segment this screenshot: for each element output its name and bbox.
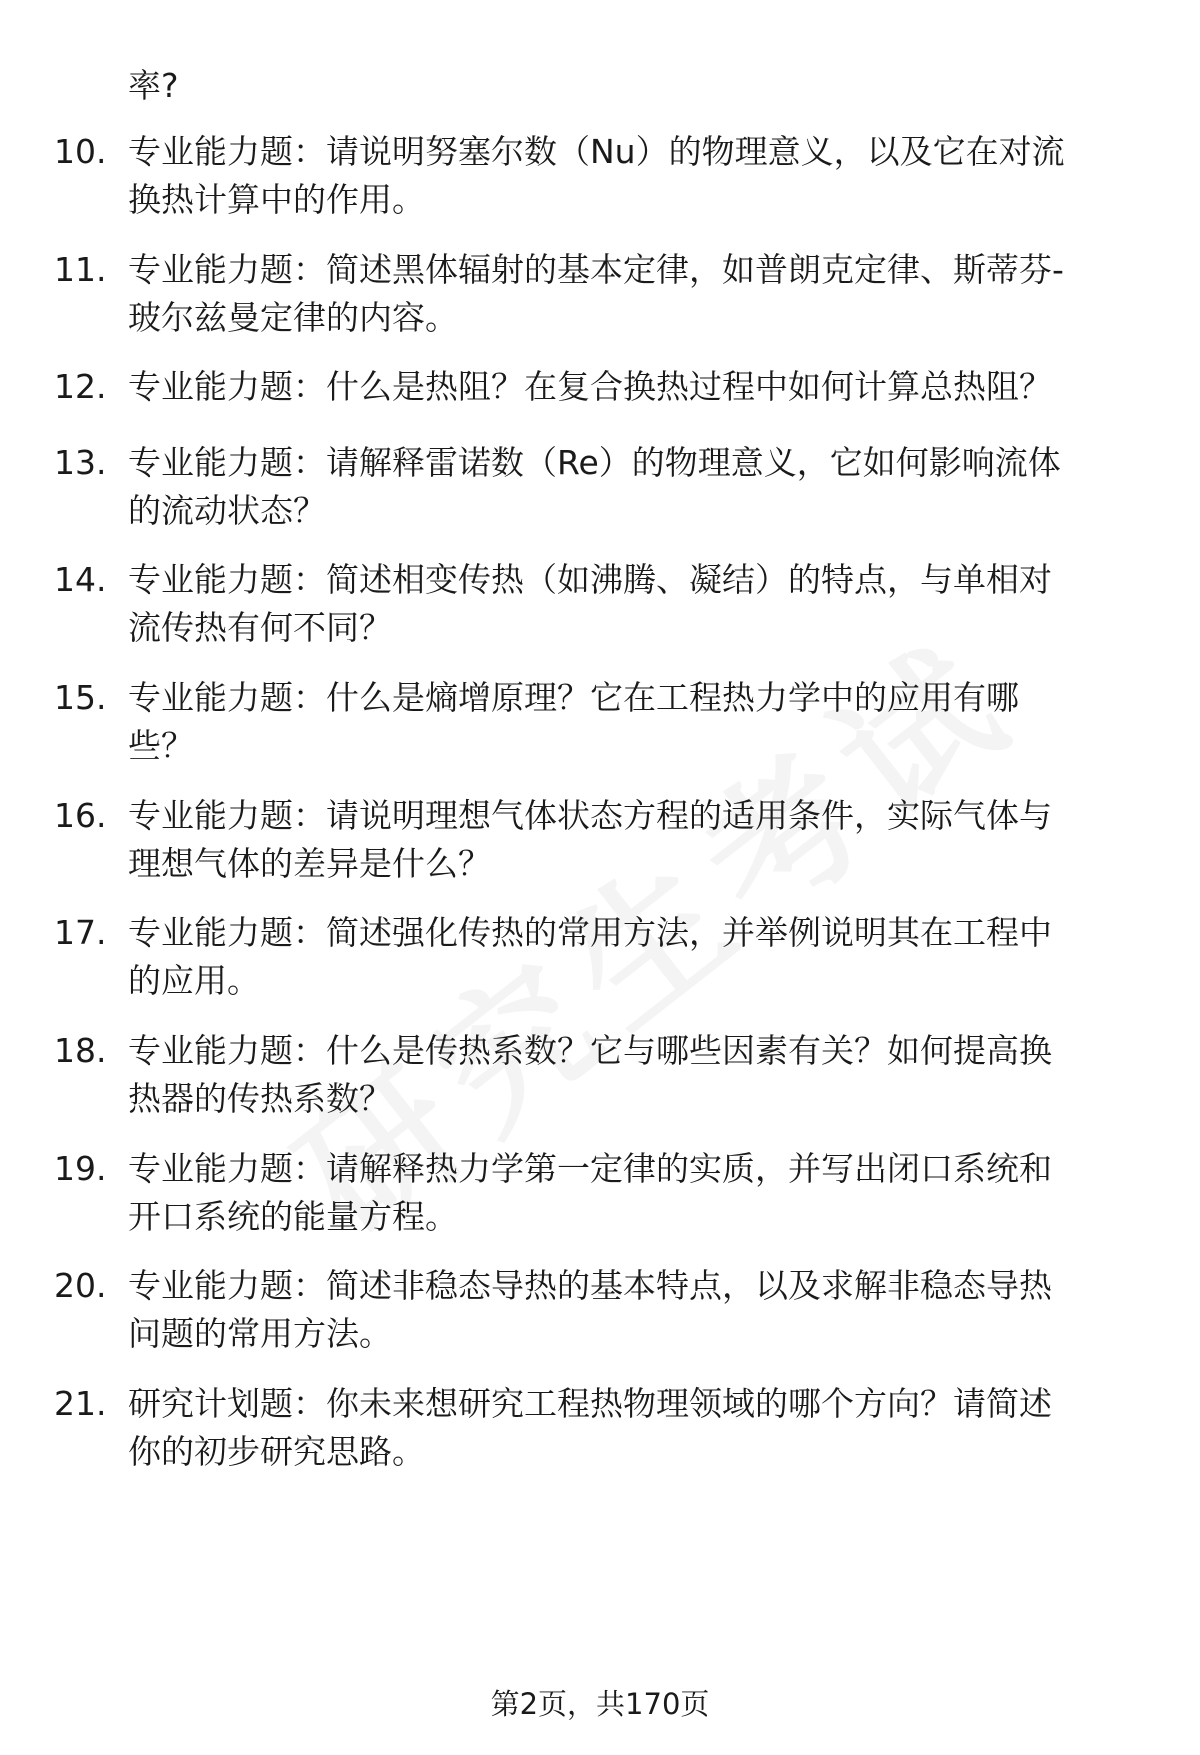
question-number: 17. [54, 913, 107, 952]
question-text [128, 909, 1148, 1005]
question-text [128, 792, 1148, 888]
question-number: 10. [54, 132, 107, 171]
question-line: 研究计划题：你未来想研究工程热物理领域的哪个方向？请简述 [128, 1384, 1052, 1423]
question-line: 专业能力题：简述相变传热（如沸腾、凝结）的特点，与单相对 [128, 560, 1052, 599]
question-line: 专业能力题：请解释雷诺数（Re）的物理意义，它如何影响流体 [128, 443, 1061, 482]
question-text [128, 128, 1148, 224]
question-line: 热器的传热系数？ [128, 1079, 392, 1118]
question-line: 专业能力题：简述非稳态导热的基本特点，以及求解非稳态导热 [128, 1266, 1052, 1305]
question-number: 16. [54, 796, 107, 835]
question-line: 专业能力题：简述强化传热的常用方法，并举例说明其在工程中 [128, 913, 1052, 952]
question-number: 15. [54, 678, 107, 717]
question-number: 19. [54, 1149, 107, 1188]
question-line: 专业能力题：什么是熵增原理？它在工程热力学中的应用有哪 [128, 678, 1019, 717]
question-number: 11. [54, 250, 107, 289]
question-line: 专业能力题：什么是传热系数？它与哪些因素有关？如何提高换 [128, 1031, 1052, 1070]
question-number: 14. [54, 560, 107, 599]
question-line: 问题的常用方法。 [128, 1314, 392, 1353]
question-line: 专业能力题：什么是热阻？在复合换热过程中如何计算总热阻？ [128, 367, 1052, 406]
question-text [128, 439, 1148, 535]
question-text [128, 246, 1148, 342]
question-number: 20. [54, 1266, 107, 1305]
question-text [128, 674, 1148, 770]
question-number: 13. [54, 443, 107, 482]
question-number: 12. [54, 367, 107, 406]
question-line: 理想气体的差异是什么？ [128, 844, 491, 883]
question-text [128, 1262, 1148, 1358]
page-footer: 第2页，共170页 [490, 1687, 710, 1721]
question-line: 换热计算中的作用。 [128, 180, 425, 219]
question-line: 的流动状态？ [128, 491, 326, 530]
question-text [128, 1380, 1148, 1476]
question-text [128, 556, 1148, 652]
continued-text: 率? [128, 66, 179, 105]
question-line: 的应用。 [128, 961, 260, 1000]
question-line: 开口系统的能量方程。 [128, 1197, 458, 1236]
question-line: 专业能力题：请说明努塞尔数（Nu）的物理意义，以及它在对流 [128, 132, 1065, 171]
question-line: 专业能力题：请解释热力学第一定律的实质，并写出闭口系统和 [128, 1149, 1052, 1188]
question-line: 流传热有何不同？ [128, 608, 392, 647]
question-number: 18. [54, 1031, 107, 1070]
question-number: 21. [54, 1384, 107, 1423]
question-text [128, 363, 1148, 411]
question-line: 专业能力题：请说明理想气体状态方程的适用条件，实际气体与 [128, 796, 1052, 835]
question-line: 玻尔兹曼定律的内容。 [128, 298, 458, 337]
question-line: 些？ [128, 726, 194, 765]
question-line: 专业能力题：简述黑体辐射的基本定律，如普朗克定律、斯蒂芬- [128, 250, 1064, 289]
question-line: 你的初步研究思路。 [128, 1432, 425, 1471]
question-text [128, 1145, 1148, 1241]
question-text [128, 1027, 1148, 1123]
